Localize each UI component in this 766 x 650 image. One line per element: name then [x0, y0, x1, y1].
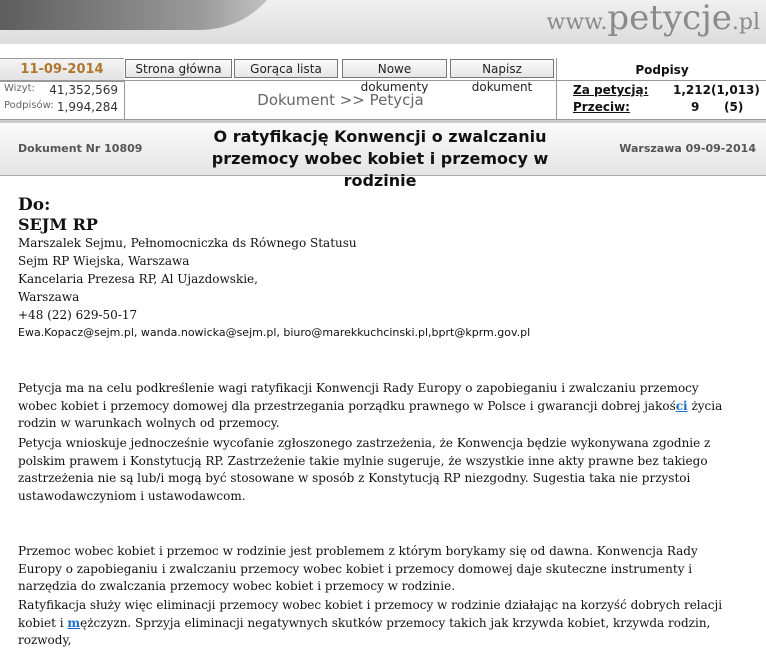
visits-row	[4, 83, 118, 99]
recipient-line: Sejm RP Wiejska, Warszawa	[18, 254, 190, 268]
banner-swoosh	[0, 0, 290, 30]
current-date: 11-09-2014	[0, 58, 124, 82]
against-petition-count-paren: (5)	[724, 100, 744, 114]
recipient-block	[18, 196, 758, 342]
body-paragraph-3: Przemoc wobec kobiet i przemoc w rodzinie jest problemem z którym borykamy się od dawna. Konwencja Rady Europy o zapobieganiu i zwalczaniu przemocy wobec kobiet i przemocy domowej daje skuteczne instrumenty i narzędzia do zwalczania przemocy wobec kobiet i przemocy w rodzinie.	[18, 544, 698, 593]
for-petition-count: 1,212(1,013)	[673, 83, 760, 97]
site-logo[interactable]	[547, 0, 760, 38]
visit-counters	[0, 81, 125, 119]
nav-button-hot-list[interactable]: Gorąca lista	[234, 59, 338, 78]
against-petition-count: 9	[691, 100, 700, 114]
document-title-line2: przemocy wobec kobiet i przemocy w rodzinie	[211, 149, 549, 190]
signatures-total-label: Podpisów:	[4, 100, 54, 111]
recipient-line: Kancelaria Prezesa RP, Al Ujazdowskie,	[18, 272, 258, 286]
signatures-heading: Podpisy	[556, 58, 766, 80]
recipient-phone: +48 (22) 629-50-17	[18, 308, 138, 322]
body-paragraph-2: Petycja wnioskuje jednocześnie wycofanie zgłoszonego zastrzeżenia, że Konwencja będzie wykonywana zgodnie z polskim prawem i Konstytucją RP. Zastrzeżenie takie mylnie sugeruje, że wszystkie inne akty prawne bez takiego zastrzeżenia nie są lub/i mogą być stosowane w sposób z Konstytucją RP niezgodny. Sugestia taka nie przystoi ustawodawczyniom i ustawodawcom.	[18, 436, 711, 503]
document-title-line1: O ratyfikację Konwencji o zwalczaniu	[213, 127, 547, 146]
document-header	[0, 120, 766, 190]
signature-summary	[556, 81, 766, 119]
body-text: ężczyzn. Sprzyja eliminacji negatywnych skutków przemocy takich jak krzywda kobiet, krzywda rodzin, rozwody,	[18, 615, 711, 647]
document-title	[180, 126, 580, 192]
visits-label: Wizyt:	[4, 83, 35, 94]
against-row	[573, 100, 761, 116]
body-text: Ratyfikacja służy więc eliminacji przemocy wobec kobiet i przemocy w rodzinie działając na korzyść dobrych relacji kobiet i	[18, 598, 723, 630]
banner-spacer	[0, 44, 766, 58]
recipient-emails: Ewa.Kopacz@sejm.pl, wanda.nowicka@sejm.pl, biuro@marekkuchcinski.pl,bprt@kprm.gov.pl	[18, 326, 531, 339]
nav-button-new-documents[interactable]: Nowe dokumenty	[342, 59, 447, 78]
breadcrumb: Dokument >> Petycja	[257, 91, 424, 109]
body-paragraph-1	[18, 380, 738, 433]
document-place-date: Warszawa 09-09-2014	[619, 142, 756, 155]
nav-button-home[interactable]: Strona główna	[125, 59, 232, 78]
site-banner	[0, 0, 766, 44]
recipient-line: Warszawa	[18, 290, 80, 304]
logo-main: petycje	[607, 0, 732, 38]
signatures-total-value: 1,994,284	[56, 100, 118, 114]
for-row	[573, 83, 761, 99]
signatures-total-row	[4, 100, 118, 116]
stats-row	[0, 80, 766, 120]
highlighted-text: ci	[675, 398, 688, 413]
against-petition-link[interactable]: Przeciw:	[573, 100, 630, 114]
body-paragraph-4	[18, 597, 738, 650]
recipient-line: Marszalek Sejmu, Pełnomocniczka ds Równego Statusu	[18, 236, 357, 250]
nav-button-write-document[interactable]: Napisz dokument	[450, 59, 554, 78]
recipient-do-label: Do:	[18, 195, 51, 215]
visits-value: 41,352,569	[49, 83, 118, 97]
body-text: Petycja ma na celu podkreślenie wagi ratyfikacji Konwencji Rady Europy o zapobieganiu i zwalczaniu przemocy wobec kobiet i przemocy domowej dla przestrzegania porządku prawnego w Polsce i gwarancji dobrej jakoś	[18, 381, 699, 413]
logo-prefix: www.	[546, 10, 608, 35]
body-text: życia rodzin w warunkach wolnych od przemocy.	[18, 398, 723, 430]
for-petition-link[interactable]: Za petycją:	[573, 83, 649, 97]
recipient-name: SEJM RP	[18, 215, 98, 234]
logo-suffix: .pl	[731, 10, 760, 35]
highlighted-text: m	[67, 615, 81, 630]
document-number: Dokument Nr 10809	[18, 142, 143, 155]
